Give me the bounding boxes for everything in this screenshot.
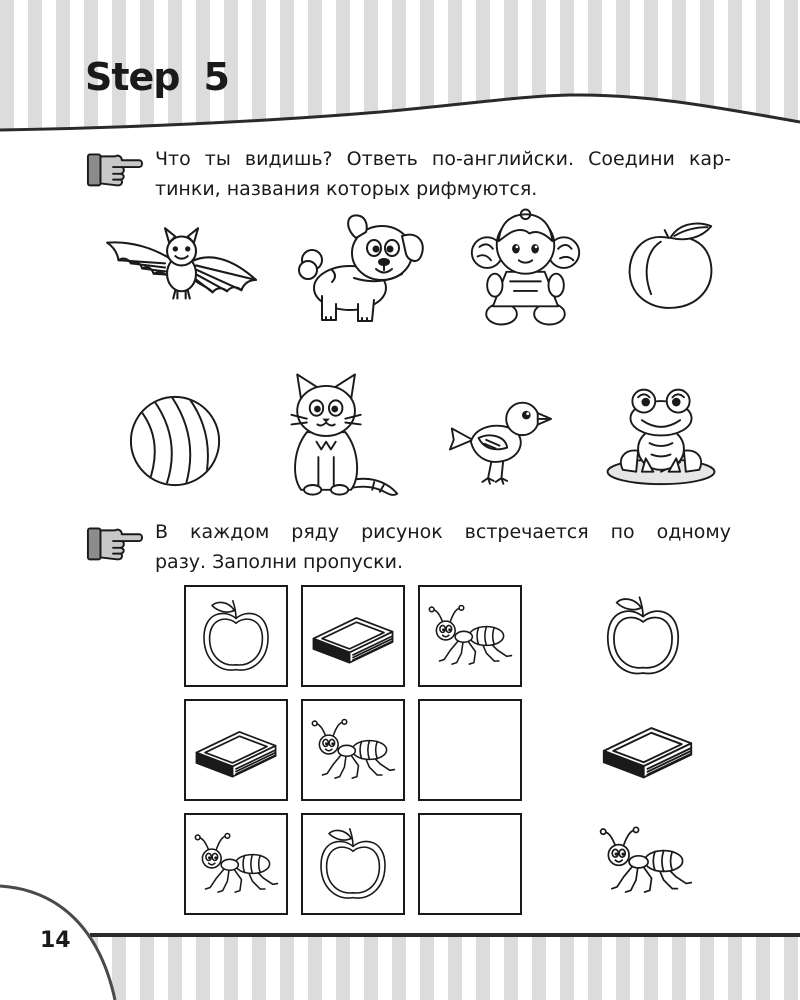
task1-instruction [155, 144, 731, 204]
ant-picture [310, 710, 396, 790]
cat-picture [278, 370, 403, 500]
grid-cell [184, 813, 288, 915]
grid-cell [184, 699, 288, 801]
pointing-hand-icon [86, 520, 144, 564]
ball-picture [126, 392, 224, 490]
empty-slot [427, 710, 513, 790]
ant-picture [427, 596, 513, 676]
ant-picture [598, 822, 693, 900]
grid-cell [184, 585, 288, 687]
step-label: Step [85, 55, 180, 99]
step-number: 5 [203, 55, 229, 99]
apple-picture [598, 592, 688, 680]
task2-instruction [155, 517, 731, 577]
step-title [85, 52, 229, 102]
footer-stripes [90, 935, 800, 1000]
bat-picture [103, 225, 258, 310]
task2-line-1: В каждом ряду рисунок встречается по одному [155, 521, 731, 543]
book-picture [600, 708, 695, 788]
pointing-hand-icon [86, 146, 144, 190]
grid-cell [418, 585, 522, 687]
task1-line-2: тинки, названия которых рифмуются. [155, 178, 538, 200]
bird-picture [448, 388, 553, 488]
grid-cell [301, 585, 405, 687]
apple-picture [310, 824, 396, 904]
frog-picture [602, 382, 720, 487]
grid-cell [301, 813, 405, 915]
apple-picture [193, 596, 279, 676]
empty-grid-cell [418, 699, 522, 801]
book-picture [310, 596, 396, 676]
ant-picture [193, 824, 279, 904]
dog-picture [292, 208, 432, 328]
empty-grid-cell [418, 813, 522, 915]
page-number: 14 [40, 928, 71, 953]
doll-picture [468, 203, 583, 331]
grid-cell [301, 699, 405, 801]
peach-picture [622, 215, 719, 315]
book-picture [193, 710, 279, 790]
task2-line-2: разу. Заполни пропуски. [155, 551, 404, 573]
empty-slot [427, 824, 513, 904]
task1-line-1: Что ты видишь? Ответь по-английски. Соедини кар- [155, 148, 731, 170]
